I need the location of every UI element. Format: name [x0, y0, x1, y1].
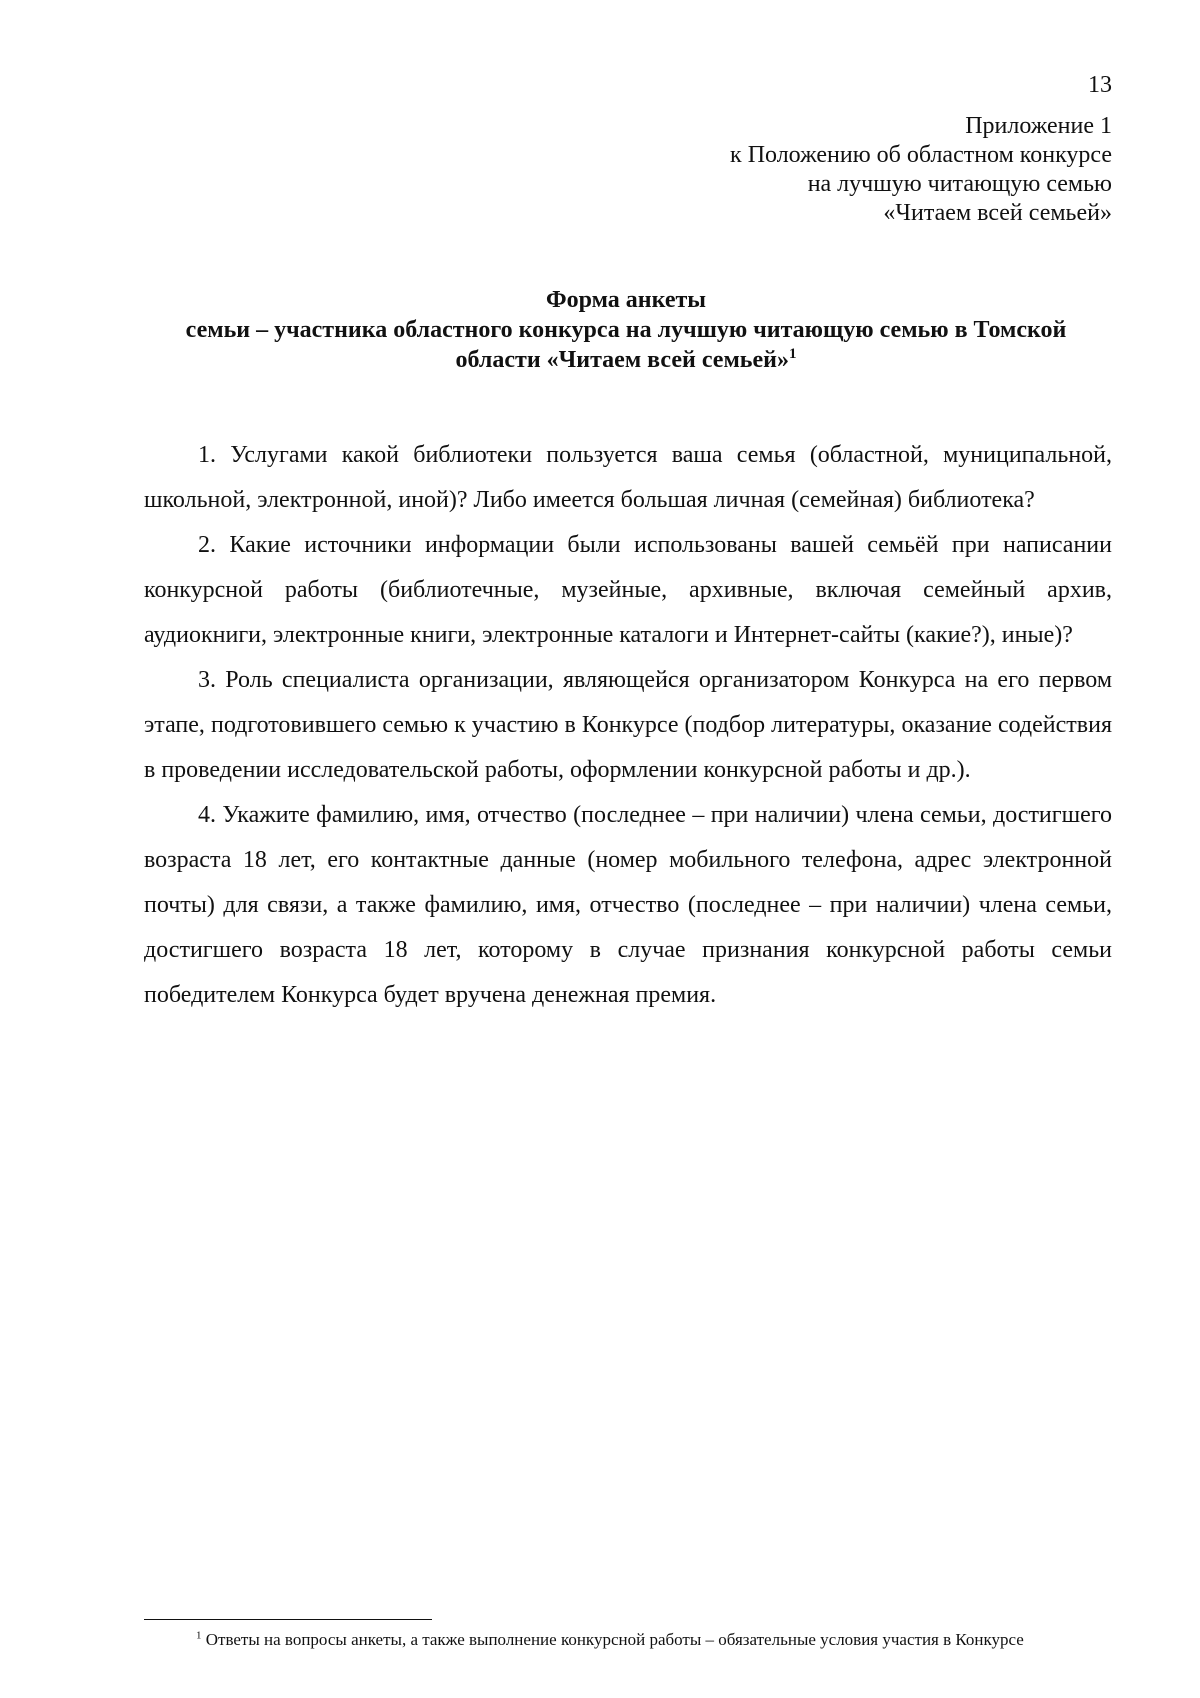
title-line: семьи – участника областного конкурса на лучшую читающую семью в Томской [185, 317, 1067, 343]
page-number: 13 [1088, 72, 1112, 98]
appendix-line: Приложение 1 [965, 113, 1112, 139]
footnote-reference: 1 [788, 346, 797, 362]
footnote-marker: 1 [196, 1629, 202, 1642]
appendix-header [730, 112, 1112, 228]
document-title [140, 285, 1112, 375]
title-line: области «Читаем всей семьей» [455, 347, 789, 373]
question-paragraph: 3. Роль специалиста организации, являющейся организатором Конкурса на его первом этапе, подготовившего семью к участию в Конкурсе (подбор литературы, оказание содействия в проведении исследовательской работы, оформлении конкурсной работы и др.). [144, 667, 1112, 783]
footnote [144, 1627, 1112, 1652]
question-paragraph: 4. Укажите фамилию, имя, отчество (последнее – при наличии) члена семьи, достигшего возраста 18 лет, его контактные данные (номер мобильного телефона, адрес электронной почты) для связи, а также фамилию, имя, отчество (последнее – при наличии) члена семьи, достигшего возраста 18 лет, которому в случае признания конкурсной работы семьи победителем Конкурса будет вручена денежная премия. [144, 802, 1112, 1008]
title-line-with-ref [140, 345, 1112, 375]
footnote-text: Ответы на вопросы анкеты, а также выполнение конкурсной работы – обязательные условия участия в Конкурсе [201, 1630, 1024, 1649]
questions-list [144, 433, 1112, 1018]
title-line: Форма анкеты [545, 287, 707, 313]
question-paragraph: 2. Какие источники информации были использованы вашей семьёй при написании конкурсной работы (библиотечные, музейные, архивные, включая семейный архив, аудиокниги, электронные книги, электронные каталоги и Интернет-сайты (какие?), иные)? [144, 532, 1112, 648]
footnote-separator [144, 1619, 432, 1620]
appendix-line: на лучшую читающую семью [807, 171, 1112, 197]
question-paragraph: 1. Услугами какой библиотеки пользуется ваша семья (областной, муниципальной, школьной, электронной, иной)? Либо имеется большая личная (семейная) библиотека? [144, 442, 1112, 513]
appendix-line: к Положению об областном конкурсе [730, 142, 1112, 168]
appendix-line: «Читаем всей семьей» [883, 200, 1112, 226]
